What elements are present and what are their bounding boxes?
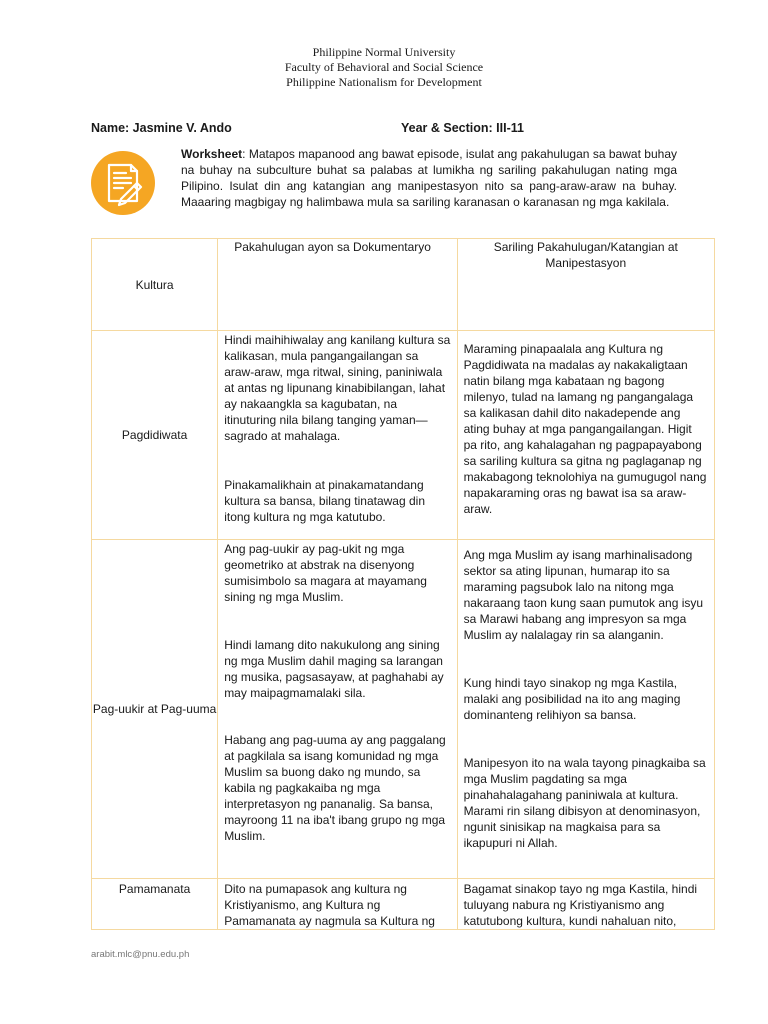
row-kultura: Pagdidiwata: [92, 331, 218, 540]
table-row: [92, 879, 715, 930]
culture-table: [91, 238, 715, 930]
row-sarili-text: Maraming pinapaalala ang Kultura ng Pagdidiwata na madalas ay nakakaligtaan natin bilang mga kabataan ng bagong milenyo, tulad na lamang ng pangangalaga sa kalikasan dahil dito nakadepende ang ating buhay at mga pangangailangan. Higit pa rito, ang kahalagahan ng pagpapayabong sa sariling kultura sa gitna ng paglaganap ng makabagong teknolohiya na gumugugol nang napakaraming oras ng bawat isa sa araw-araw.: [463, 342, 707, 516]
row-dokumentaryo: [218, 540, 457, 879]
faculty-name: Faculty of Behavioral and Social Science: [284, 60, 484, 74]
worksheet-label: Worksheet: [181, 147, 243, 161]
row-dokumentaryo-text: Habang ang pag-uuma ay ang paggalang at pagkilala sa isang komunidad ng mga Muslim sa buong dako ng mundo, sa kabila ng pagkakaiba ng mga interpretasyon ng pananalig. Sa bansa, mayroong 11 na iba't ibang grupo ng mga Muslim.: [224, 733, 446, 843]
row-sarili-text: Kung hindi tayo sinakop ng mga Kastila, malaki ang posibilidad na ito ang maging dominanteng relihiyon sa bansa.: [463, 676, 681, 722]
row-kultura: [92, 879, 218, 930]
row-dokumentaryo-text: Hindi maihihiwalay ang kanilang kultura sa kalikasan, mula pangangailangan sa araw-araw, mga ritwal, sining, paniniwala at antas ng lipunang kinabibilangan, lahat ay nakaangkla sa kagubatan, na itinuturing nila bilang tanging yaman— sagrado at mahalaga.: [224, 333, 451, 443]
worksheet-instructions-text: : Matapos mapanood ang bawat episode, isulat ang pakahulugan sa bawat buhay na buhay na subculture buhat sa palabas at lumikha ng sariling pakahulugan nating mga Pilipino. Isulat din ang katangian ang manipestasyon nito sa pang-araw-araw na buhay. Maaaring magbigay ng halimbawa mula sa sariling karanasan o karanasan ng mga kakilala.: [181, 147, 677, 209]
row-dokumentaryo: [218, 879, 457, 930]
row-dokumentaryo-text: Pinakamalikhain at pinakamatandang kultura sa bansa, bilang tinatawag din itong kultura ng mga katutubo.: [224, 478, 425, 524]
table-row: [92, 540, 715, 879]
worksheet-icon: [91, 151, 155, 215]
year-section: Year & Section: III-11: [401, 121, 524, 135]
row-sarili: [457, 331, 714, 540]
header-sarili: [457, 239, 714, 331]
row-sarili-text: Bagamat sinakop tayo ng mga Kastila, hindi tuluyang nabura ng Kristiyanismo ang katutubong kultura, kundi nahaluan nito,: [463, 882, 698, 928]
table-header-row: [92, 239, 715, 331]
row-sarili-text: Manipesyon ito na wala tayong pinagkaiba sa mga Muslim pagdating sa mga pinahahalagahang paniniwala at kultura. Marami rin silang dibisyon at denominasyon, ngunit sinisikap na magkaisa para sa ikapupuri ni Allah.: [463, 756, 706, 850]
row-sarili: [457, 879, 714, 930]
row-dokumentaryo-text: Ang pag-uukir ay pag-ukit ng mga geometriko at abstrak na disenyong sumisimbolo sa magara at mayamang sining ng mga Muslim.: [224, 542, 427, 604]
header-dokumentaryo: Pakahulugan ayon sa Dokumentaryo: [218, 239, 457, 331]
header-sarili-text: Sariling Pakahulugan/Katangian at Manipestasyon: [493, 240, 678, 270]
document-header: [0, 45, 768, 90]
row-sarili-text: Ang mga Muslim ay isang marhinalisadong sektor sa ating lipunan, humarap ito sa maraming pagsubok lalo na nitong mga nakaraang taon kung saan pumutok ang isyu sa Marawi habang ang impresyon sa mga Muslim ay nalalagay rin sa alanganin.: [463, 548, 704, 642]
table-row: [92, 331, 715, 540]
worksheet-instructions: [181, 146, 677, 210]
course-name: Philippine Nationalism for Development: [286, 75, 482, 89]
header-kultura: Kultura: [92, 239, 218, 331]
row-kultura-text: Pamamanata: [118, 882, 191, 896]
row-kultura: Pag-uukir at Pag-uuma: [92, 540, 218, 879]
row-dokumentaryo: [218, 331, 457, 540]
row-sarili: [457, 540, 714, 879]
row-dokumentaryo-text: Hindi lamang dito nakukulong ang sining ng mga Muslim dahil maging sa larangan ng musika, pagsasayaw, at paghahabi ay may maipagmamalaki sila.: [224, 638, 444, 700]
student-name: Name: Jasmine V. Ando: [91, 121, 232, 135]
university-name: Philippine Normal University: [312, 45, 456, 59]
footer-email: arabit.mlc@pnu.edu.ph: [91, 949, 190, 960]
row-dokumentaryo-text: Dito na pumapasok ang kultura ng Kristiyanismo, ang Kultura ng Pamamanata ay nagmula sa Kultura ng: [224, 882, 435, 928]
